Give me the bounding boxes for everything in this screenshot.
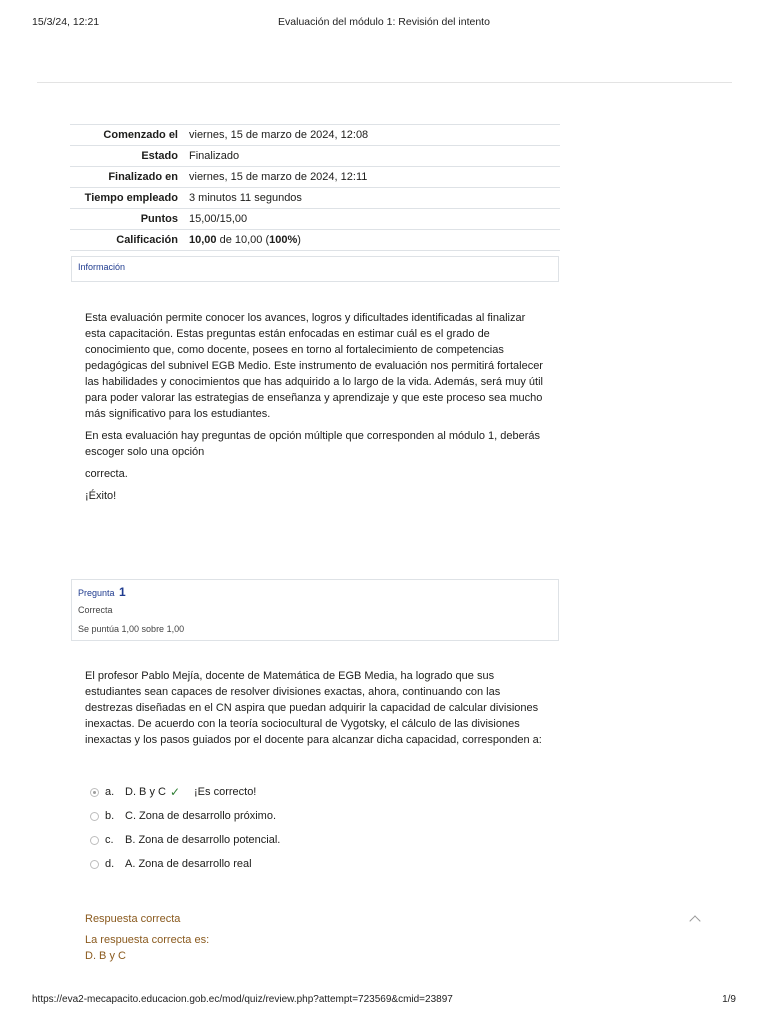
radio-unselected[interactable] xyxy=(90,812,99,821)
summary-label: Finalizado en xyxy=(108,171,178,183)
answer-options xyxy=(90,780,280,876)
answer-option-d[interactable] xyxy=(90,852,280,876)
question-info-box xyxy=(71,579,559,641)
info-paragraph: ¡Éxito! xyxy=(85,490,117,502)
question-state: Correcta xyxy=(78,605,113,615)
option-letter: a. xyxy=(105,786,115,798)
print-datetime: 15/3/24, 12:21 xyxy=(32,16,100,28)
answer-option-b[interactable] xyxy=(90,804,280,828)
info-paragraph: correcta. xyxy=(85,468,128,480)
info-header-box xyxy=(71,256,559,282)
summary-value: Finalizado xyxy=(189,150,240,162)
summary-row-started xyxy=(70,125,560,146)
header-divider xyxy=(37,82,732,83)
info-paragraph: En esta evaluación hay preguntas de opción múltiple que corresponden al módulo 1, deberás escoger solo una opción xyxy=(85,430,540,458)
print-url: https://eva2-mecapacito.educacion.gob.ec/mod/quiz/review.php?attempt=723569&cmid=23897 xyxy=(32,994,453,1005)
summary-label: Estado xyxy=(141,150,178,162)
question-text: El profesor Pablo Mejía, docente de Matemática de EGB Media, ha logrado que sus estudiantes sean capaces de resolver divisiones exactas, ahora, continuando con las destrezas diseñadas en el CN aspira que puedan adquirir la capacidad de calcular divisiones inexactas. De acuerdo con la teoría sociocultural de Vygotsky, el cálculo de las divisiones inexactas y los pasos guiados por el docente para alcanzar dicha capacidad, corresponden a: xyxy=(85,670,542,746)
summary-row-finished xyxy=(70,167,560,188)
chevron-up-icon[interactable] xyxy=(689,915,700,926)
option-text: B. Zona de desarrollo potencial. xyxy=(125,834,281,846)
summary-row-grade xyxy=(70,230,560,251)
print-header xyxy=(32,16,736,32)
summary-value: viernes, 15 de marzo de 2024, 12:11 xyxy=(189,171,368,183)
question-label: Pregunta xyxy=(78,588,115,598)
info-paragraph: Esta evaluación permite conocer los avances, logros y dificultades identificadas al finalizar esta capacitación. Estas preguntas están enfocadas en estimar cuál es el grado de conocimiento que, como docente, posees en torno al fortalecimiento de competencias pedagógicas del subnivel EGB Medio. Este instrumento de evaluación nos permitirá fortalecer las habilidades y conocimientos que has adquirido a lo largo de la vida. Además, será muy útil para poder valorar las estrategias de enseñanza y aprendizaje y que este proceso sea mucho más significativo para los estudiantes. xyxy=(85,312,543,420)
info-label: Información xyxy=(78,262,126,272)
option-letter: b. xyxy=(105,810,115,822)
question-feedback xyxy=(85,911,209,969)
grade-percent: 100% xyxy=(269,234,298,246)
option-text: C. Zona de desarrollo próximo. xyxy=(125,810,277,822)
option-text: D. B y C xyxy=(125,786,166,798)
summary-value xyxy=(184,230,560,251)
radio-selected[interactable] xyxy=(90,788,99,797)
radio-unselected[interactable] xyxy=(90,860,99,869)
question-title xyxy=(78,585,126,599)
answer-option-c[interactable] xyxy=(90,828,280,852)
option-text: A. Zona de desarrollo real xyxy=(125,858,252,870)
info-content xyxy=(85,310,545,510)
correct-check-icon: ✓ xyxy=(169,785,181,799)
option-feedback: ¡Es correcto! xyxy=(194,786,257,798)
summary-row-time-taken xyxy=(70,188,560,209)
summary-value: 15,00/15,00 xyxy=(189,213,248,225)
question-number: 1 xyxy=(119,585,126,599)
print-footer xyxy=(32,994,736,1005)
option-letter: c. xyxy=(105,834,114,846)
summary-label: Puntos xyxy=(140,213,178,225)
summary-label: Tiempo empleado xyxy=(84,192,178,204)
general-feedback: Respuesta correcta xyxy=(85,913,181,925)
grade-end: ) xyxy=(297,234,301,246)
summary-label: Comenzado el xyxy=(103,129,178,141)
question-grade: Se puntúa 1,00 sobre 1,00 xyxy=(78,624,185,634)
grade-value: 10,00 xyxy=(189,234,217,246)
radio-unselected[interactable] xyxy=(90,836,99,845)
answer-option-a[interactable] xyxy=(90,780,280,804)
right-answer: D. B y C xyxy=(85,950,126,962)
grade-mid: de 10,00 ( xyxy=(216,234,270,246)
attempt-summary-table xyxy=(70,124,560,251)
summary-row-state xyxy=(70,146,560,167)
right-answer-label: La respuesta correcta es: xyxy=(85,934,210,946)
summary-value: viernes, 15 de marzo de 2024, 12:08 xyxy=(189,129,369,141)
print-page-number: 1/9 xyxy=(722,994,736,1005)
print-page-title: Evaluación del módulo 1: Revisión del intento xyxy=(278,16,490,28)
summary-row-points xyxy=(70,209,560,230)
summary-value: 3 minutos 11 segundos xyxy=(189,192,302,204)
option-letter: d. xyxy=(105,858,115,870)
summary-label: Calificación xyxy=(116,234,178,246)
